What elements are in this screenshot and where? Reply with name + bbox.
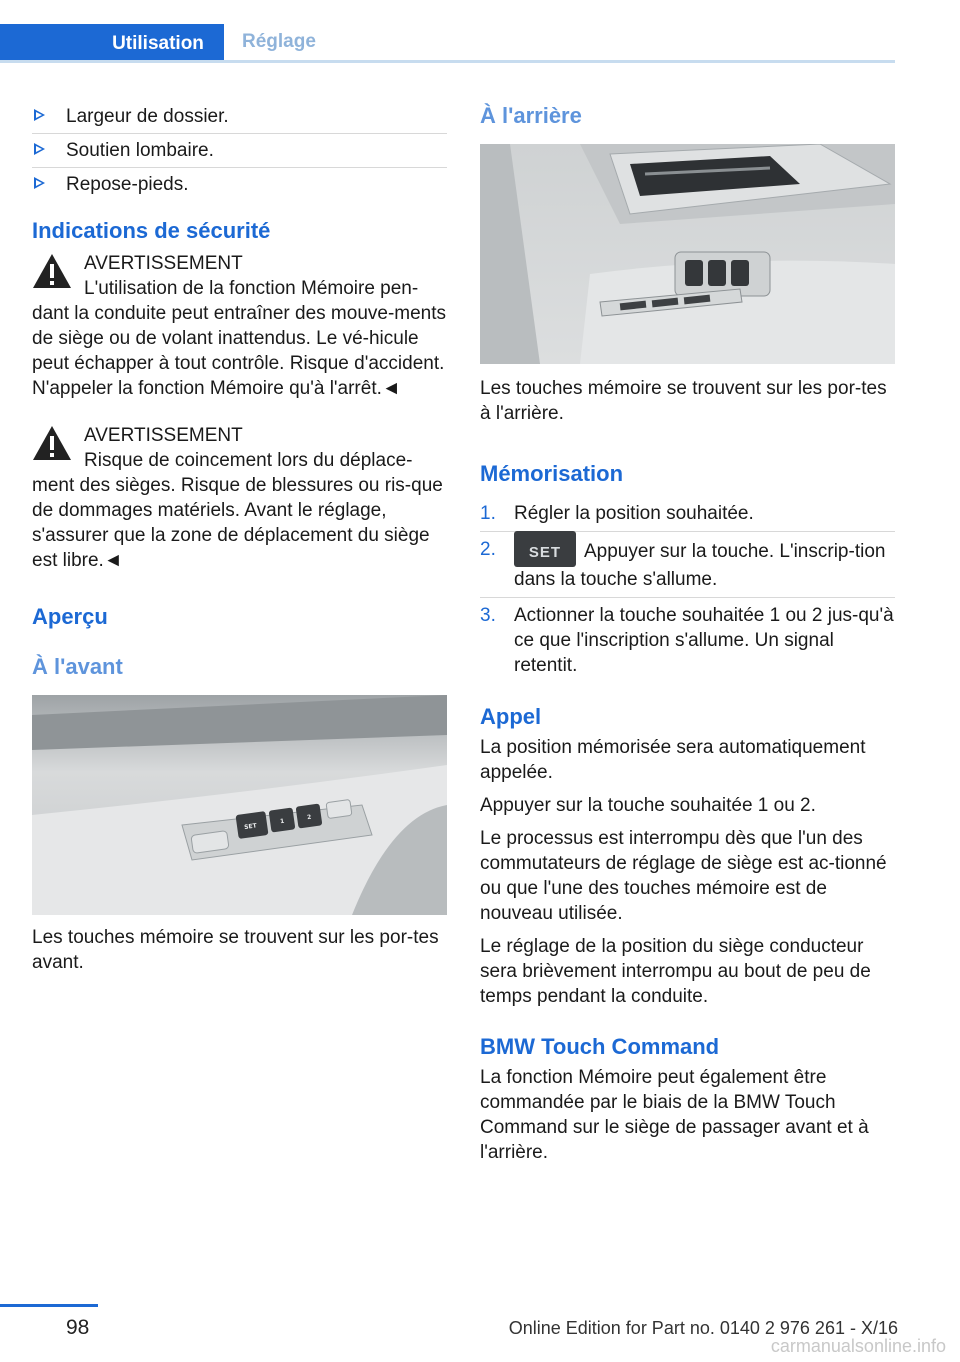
watermark: carmanualsonline.info xyxy=(770,1336,946,1356)
overview-heading: Aperçu xyxy=(32,604,108,629)
tab-reglage[interactable]: Réglage xyxy=(242,31,316,52)
right-column xyxy=(480,100,895,1165)
photo-set-label: SET xyxy=(243,822,258,832)
list-item xyxy=(32,168,447,201)
list-item-text: Repose-pieds. xyxy=(66,174,189,195)
warning-block-1 xyxy=(32,251,447,401)
step-number: 3. xyxy=(480,605,496,626)
edition-text: Online Edition for Part no. 0140 2 976 261 - X/16 xyxy=(508,1318,898,1338)
rear-door-photo xyxy=(480,144,895,364)
step-text: Régler la position souhaitée. xyxy=(514,503,754,524)
appel-paragraph: La position mémorisée sera automatiquement appelée. xyxy=(480,737,866,783)
front-door-photo xyxy=(32,695,447,915)
list-item xyxy=(480,598,895,683)
page-number: 98 xyxy=(66,1316,90,1339)
list-item xyxy=(32,100,447,134)
set-button-label: SET xyxy=(528,544,562,561)
list-item xyxy=(32,134,447,168)
warning-text-line1: Risque de coincement lors du déplace- xyxy=(84,450,413,471)
feature-list xyxy=(32,100,447,201)
tab-utilisation[interactable]: Utilisation xyxy=(0,24,224,63)
rear-caption: Les touches mémoire se trouvent sur les por-tes à l'arrière. xyxy=(480,378,887,424)
touch-command-paragraph: La fonction Mémoire peut également être commandée par le biais de la BMW Touch Command sur le siège de passager avant et à l'arrière. xyxy=(480,1067,869,1163)
warning-triangle-icon xyxy=(32,253,72,289)
appel-paragraph: Le processus est interrompu dès que l'un des commutateurs de réglage de siège est ac-tionné ou que l'une des touches mémoire est de nouveau utilisée. xyxy=(480,828,887,924)
safety-heading: Indications de sécurité xyxy=(32,218,271,243)
rear-subheading: À l'arrière xyxy=(480,103,582,128)
photo-button-1-label: 1 xyxy=(279,817,285,826)
appel-heading: Appel xyxy=(480,704,542,729)
list-item xyxy=(480,496,895,532)
warning-block-2 xyxy=(32,423,447,573)
memo-steps xyxy=(480,496,895,683)
appel-paragraph: Le réglage de la position du siège conducteur sera brièvement interrompu au bout de peu de temps pendant la conduite. xyxy=(480,936,871,1007)
warning-text-line1: L'utilisation de la fonction Mémoire pen- xyxy=(84,278,419,299)
header-rule xyxy=(0,60,895,63)
warning-title: AVERTISSEMENT xyxy=(84,253,243,274)
warning-title: AVERTISSEMENT xyxy=(84,425,243,446)
header-tabs xyxy=(0,24,895,64)
footer-rule xyxy=(0,1304,98,1307)
step-number: 2. xyxy=(480,539,496,560)
triangle-bullet-icon xyxy=(34,109,45,121)
memo-heading: Mémorisation xyxy=(480,461,624,486)
warning-text: ment des sièges. Risque de blessures ou ris-que de dommages matériels. Avant le réglage, s'assurer que la zone de déplacement du siège est libre.◄ xyxy=(32,475,443,571)
set-button-icon xyxy=(514,531,576,567)
front-subheading: À l'avant xyxy=(32,654,123,679)
step-text: Appuyer sur la touche. L'inscrip-tion dans la touche s'allume. xyxy=(514,541,886,590)
front-caption: Les touches mémoire se trouvent sur les por-tes avant. xyxy=(32,927,439,973)
list-item-text: Largeur de dossier. xyxy=(66,106,229,127)
triangle-bullet-icon xyxy=(34,143,45,155)
photo-button-2-label: 2 xyxy=(306,813,312,822)
list-item-text: Soutien lombaire. xyxy=(66,140,214,161)
step-number: 1. xyxy=(480,503,496,524)
touch-command-heading: BMW Touch Command xyxy=(480,1034,720,1059)
list-item xyxy=(480,532,895,598)
warning-triangle-icon xyxy=(32,425,72,461)
left-column xyxy=(32,100,447,975)
appel-paragraph: Appuyer sur la touche souhaitée 1 ou 2. xyxy=(480,795,816,816)
triangle-bullet-icon xyxy=(34,177,45,189)
warning-text: dant la conduite peut entraîner des mouve-ments de siège ou de volant inattendus. Le vé-hicule peut échapper à tout contrôle. Risque d'accident. N'appeler la fonction Mémoire qu'à l'arrêt.◄ xyxy=(32,303,447,399)
step-text: Actionner la touche souhaitée 1 ou 2 jus-qu'à ce que l'inscription s'allume. Un signal retentit. xyxy=(514,605,894,676)
